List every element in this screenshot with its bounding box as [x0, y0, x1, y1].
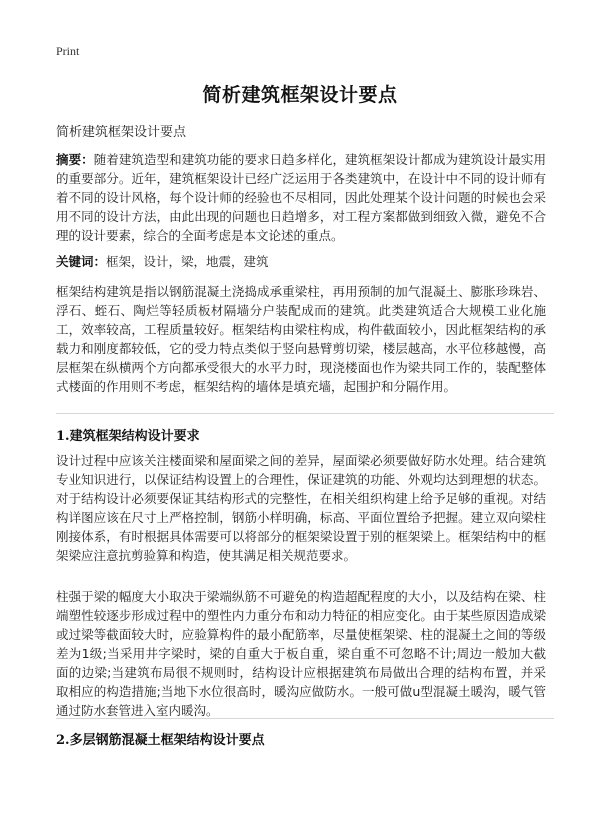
intro-paragraph: 框架结构建筑是指以钢筋混凝土浇捣成承重梁柱，再用预制的加气混凝土、膨胀珍珠岩、浮石、蛭石、陶烂等轻质板材隔墙分户装配成而的建筑。此类建筑适合大规模工业化施工，效率较高，工程质量较好。框架结构由梁柱构成，构件截面较小，因此框架结构的承载力和刚度都较低，它的受力特点类似于竖向悬臂剪切梁，楼层越高，水平位移越慢，高层框架在纵横两个方向都承受很大的水平力时，现浇楼面也作为梁共同工作的，装配整体式楼面的作用则不考虑，框架结构的墙体是填充墙，起围护和分隔作用。: [56, 284, 546, 394]
article-subtitle: 简析建筑框架设计要点: [56, 125, 187, 140]
keywords-paragraph: [56, 252, 546, 271]
section-1-heading: 1.建筑框架结构设计要求: [56, 429, 200, 444]
divider: [56, 413, 554, 414]
abstract-label: 摘要：: [56, 152, 94, 167]
abstract-text: 随着建筑造型和建筑功能的要求日趋多样化，建筑框架设计都成为建筑设计最实用的重要部分。近年，建筑框架设计已经广泛运用于各类建筑中，在设计中不同的设计师有着不同的设计风格，每个设计师的经验也不尽相同，因此处理某个设计问题的时候也会采用不同的设计方法，由此出现的问题也日趋增多，对工程方案都做到细致入微，避免不合理的设计要素，综合的全面考虑是本文论述的重点。: [56, 152, 546, 243]
abstract-paragraph: [56, 150, 546, 245]
page-title: 简析建筑框架设计要点: [202, 84, 398, 106]
section-1-paragraph-1: 设计过程中应该关注楼面梁和屋面梁之间的差异，屋面梁必须要做好防水处理。结合建筑专业知识进行，以保证结构设置上的合理性，保证建筑的功能、外观均达到理想的状态。对于结构设计必须要保证其结构形式的完整性，在相关组织构建上给予足够的重视。对结构详图应该在尺寸上严格控制，钢筋小样明确，标高、平面位置给予把握。建立双向梁柱刚接体系，有时根据具体需要可以将部分的框架梁设置于别的框架梁上。框架结构中的框架梁应注意抗剪验算和构造，使其满足相关规范要求。: [56, 453, 546, 563]
keywords-label: 关键词：: [56, 254, 107, 269]
section-1-paragraph-2: 柱强于梁的幅度大小取决于梁端纵筋不可避免的构造超配程度的大小，以及结构在梁、柱端塑性较逐步形成过程中的塑性内力重分布和动力特征的相应变化。由于某些原因造成梁或过梁等截面较大时，应验算构件的最小配筋率，尽量使框架梁、柱的混凝土之间的等级差为1级;当采用井字梁时，梁的自重大于板自重，梁自重不可忽略不计;周边一般加大截面的边梁;当建筑布局很不规则时，结构设计应根据建筑布局做出合理的结构布置，并采取相应的构造措施;当地下水位很高时，暖沟应做防水。一般可做u型混凝土暖沟，暖气管通过防水套管进入室内暖沟。: [56, 589, 546, 718]
print-link[interactable]: Print: [56, 44, 80, 58]
divider: [56, 718, 554, 719]
section-2-heading: 2.多层钢筋混凝土框架结构设计要点: [56, 733, 265, 748]
keywords-text: 框架，设计，梁，地震，建筑: [106, 254, 269, 269]
